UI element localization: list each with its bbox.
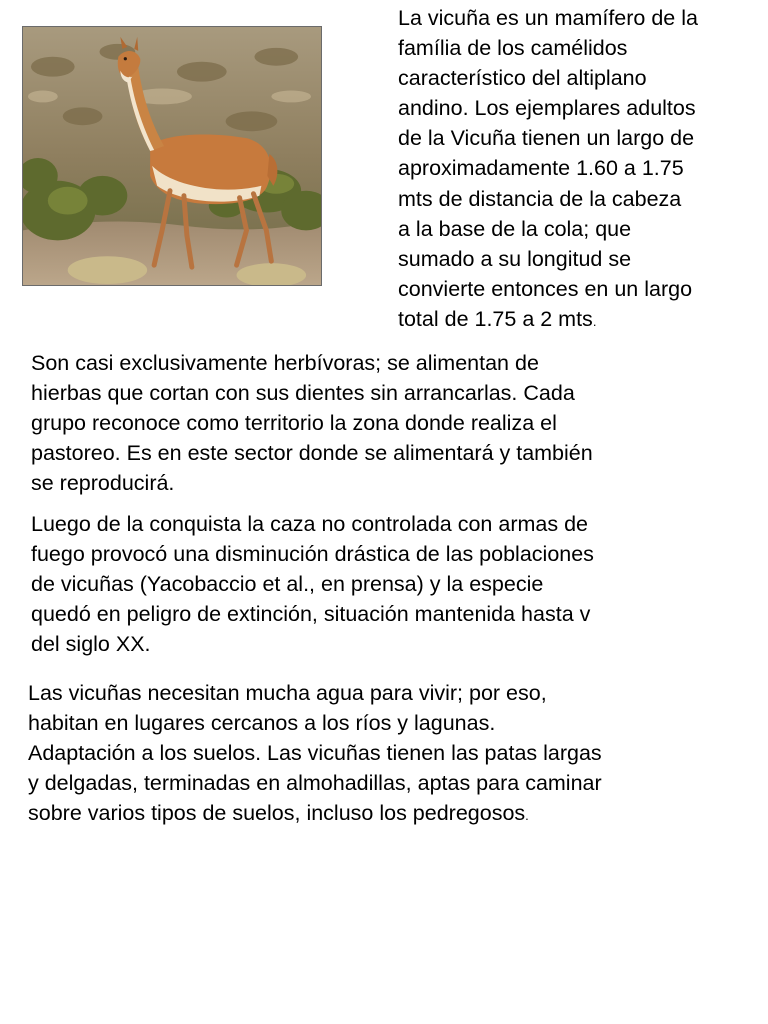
intro-paragraph-text: La vicuña es un mamífero de la família de los camélidos característico del altiplano andino. Los ejemplares adultos de la Vicuña tienen un largo de aproximadamente 1.60 a 1.75 mts de distancia de la cabeza a la base de la cola; que sumado a su longitud se convierte entonces en un largo total de 1.75 a 2 mts — [398, 6, 698, 331]
habitat-paragraph-period: . — [525, 808, 529, 824]
habitat-paragraph-text: Las vicuñas necesitan mucha agua para vivir; por eso, habitan en lugares cercanos a los ríos y lagunas. Adaptación a los suelos. Las vicuñas tienen las patas largas y delgadas, terminadas en almohadillas, aptas para caminar sobre varios tipos de suelos, incluso los pedregosos — [28, 681, 602, 826]
diet-paragraph: Son casi exclusivamente herbívoras; se alimentan de hierbas que cortan con sus dientes sin arrancarlas. Cada grupo reconoce como territorio la zona donde realiza el pastoreo. Es en este sector donde se alimentará y también se reproducirá. — [31, 351, 593, 496]
intro-paragraph — [398, 3, 766, 337]
vicuna-illustration — [23, 27, 321, 285]
history-paragraph: Luego de la conquista la caza no controlada con armas de fuego provocó una disminución drástica de las poblaciones de vicuñas (Yacobaccio et al., en prensa) y la especie quedó en peligro de extinción, situación mantenida hasta v del siglo XX. — [31, 512, 594, 657]
intro-paragraph-period: . — [592, 313, 597, 329]
vicuna-photo — [22, 26, 322, 286]
habitat-paragraph — [28, 678, 748, 831]
